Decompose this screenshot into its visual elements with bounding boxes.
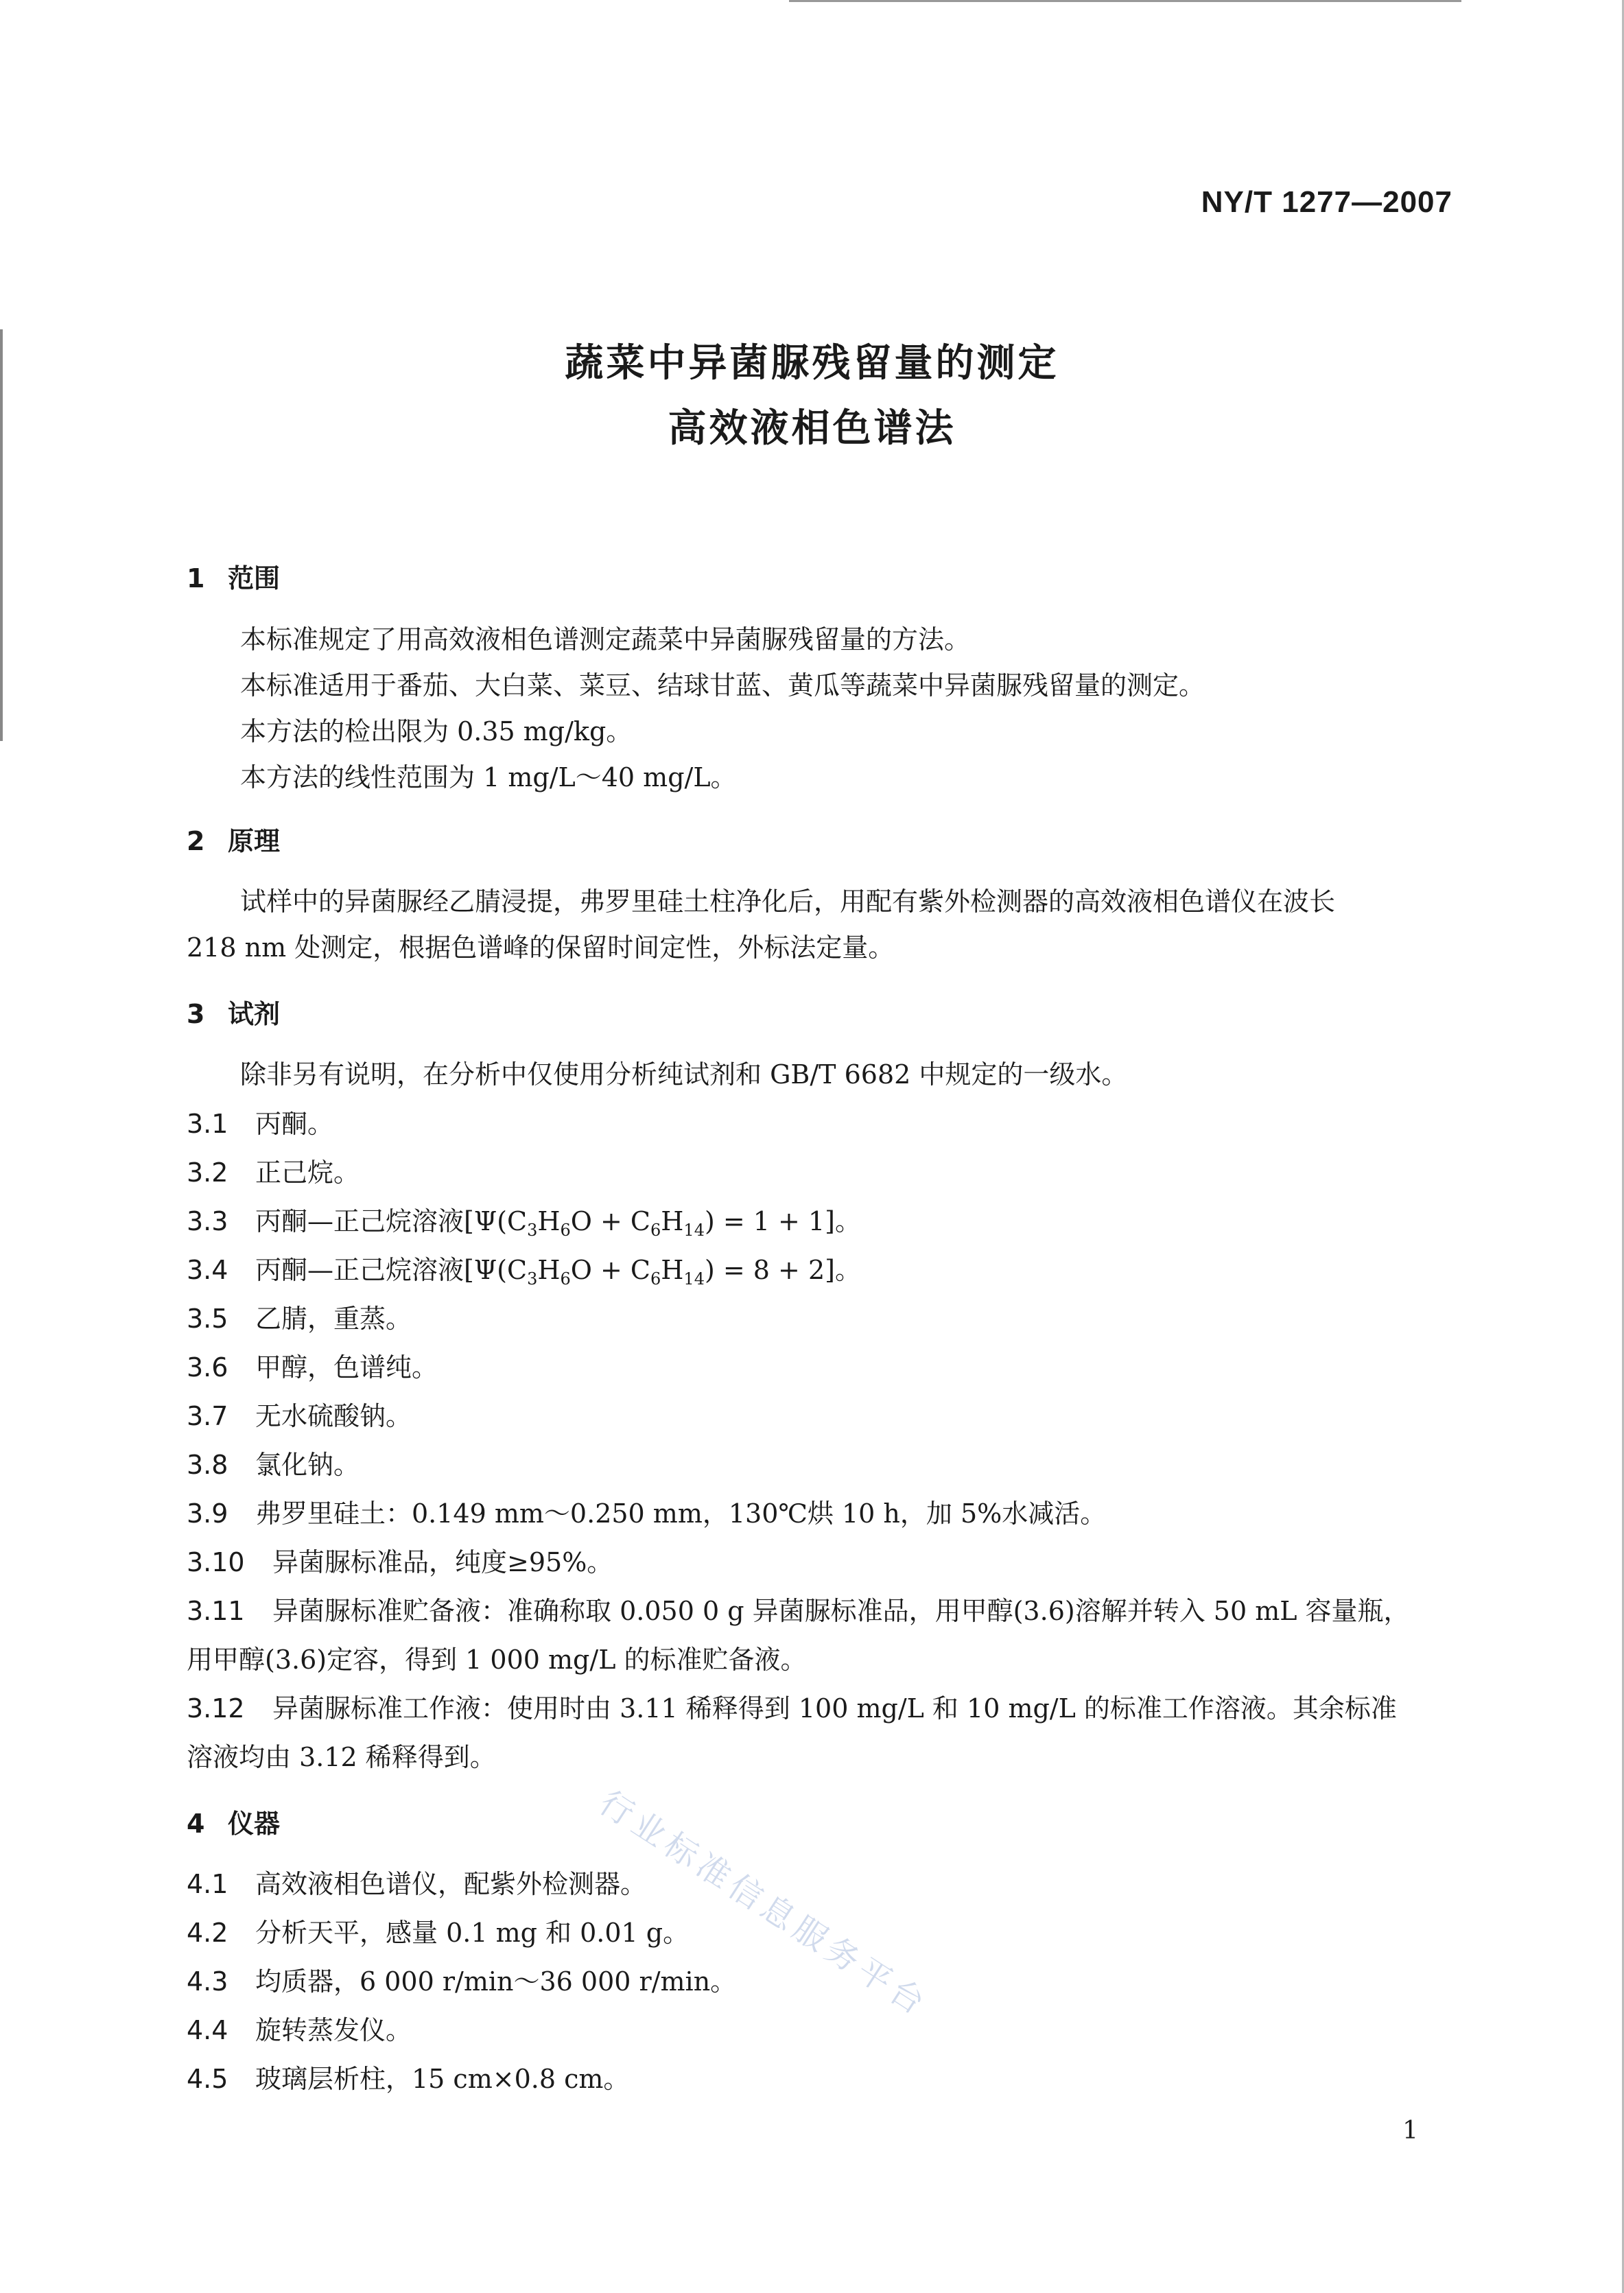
section-1-para-1: 本标准规定了用高效液相色谱测定蔬菜中异菌脲残留量的方法。 bbox=[240, 624, 971, 655]
standard-number: NY/T 1277—2007 bbox=[1201, 185, 1452, 219]
section-4-heading: 4 仪器 bbox=[187, 1809, 281, 1839]
document-title: 蔬菜中异菌脲残留量的测定 bbox=[565, 341, 1059, 386]
instrument-item: 4.2 分析天平，感量 0.1 mg 和 0.01 g。 bbox=[187, 1918, 690, 1948]
page-number: 1 bbox=[1402, 2117, 1418, 2145]
reagent-item: 3.1 丙酮。 bbox=[187, 1109, 334, 1139]
instrument-item: 4.4 旋转蒸发仪。 bbox=[187, 2015, 412, 2045]
instrument-item: 4.5 玻璃层析柱，15 cm×0.8 cm。 bbox=[187, 2064, 630, 2094]
section-2-heading: 2 原理 bbox=[187, 826, 281, 856]
watermark: 行业标准信息服务平台 bbox=[592, 1783, 936, 2025]
scan-edge-top bbox=[789, 0, 1461, 2]
section-1-para-4: 本方法的线性范围为 1 mg/L～40 mg/L。 bbox=[240, 762, 737, 792]
reagent-item: 3.7 无水硫酸钠。 bbox=[187, 1401, 412, 1431]
reagent-item: 3.5 乙腈，重蒸。 bbox=[187, 1304, 412, 1334]
section-3-heading: 3 试剂 bbox=[187, 999, 281, 1029]
reagent-item: 3.9 弗罗里硅土：0.149 mm～0.250 mm，130℃烘 10 h，加 5%水减活。 bbox=[187, 1498, 1107, 1529]
reagent-item: 3.12 异菌脲标准工作液：使用时由 3.11 稀释得到 100 mg/L 和 10 mg/L 的标准工作溶液。其余标准 bbox=[187, 1693, 1397, 1724]
section-1-heading: 1 范围 bbox=[187, 563, 281, 593]
section-1-para-2: 本标准适用于番茄、大白菜、菜豆、结球甘蓝、黄瓜等蔬菜中异菌脲残留量的测定。 bbox=[240, 670, 1205, 701]
reagent-item: 3.4 丙酮—正己烷溶液$[\Psi(C_3H_6O + C_6H_{14}) = 8 + 2]$。 bbox=[187, 1255, 861, 1289]
document-subtitle: 高效液相色谱法 bbox=[668, 406, 956, 451]
scan-edge-left bbox=[0, 329, 3, 741]
reagent-item: 3.11 异菌脲标准贮备液：准确称取 0.050 0 g 异菌脲标准品，用甲醇(3.6)溶解并转入 50 mL 容量瓶， bbox=[187, 1596, 1410, 1626]
reagent-item: 3.10 异菌脲标准品，纯度≥95%。 bbox=[187, 1547, 613, 1577]
reagent-item-cont: 溶液均由 3.12 稀释得到。 bbox=[187, 1742, 496, 1772]
instrument-item: 4.1 高效液相色谱仪，配紫外检测器。 bbox=[187, 1869, 647, 1899]
section-2-line-1: 试样中的异菌脲经乙腈浸提，弗罗里硅土柱净化后，用配有紫外检测器的高效液相色谱仪在波长 bbox=[240, 886, 1336, 917]
reagent-item: 3.6 甲醇，色谱纯。 bbox=[187, 1352, 438, 1383]
instrument-item: 4.3 均质器，6 000 r/min～36 000 r/min。 bbox=[187, 1966, 737, 1997]
section-3-intro: 除非另有说明，在分析中仅使用分析纯试剂和 GB/T 6682 中规定的一级水。 bbox=[240, 1059, 1128, 1090]
reagent-item-cont: 用甲醇(3.6)定容，得到 1 000 mg/L 的标准贮备液。 bbox=[187, 1645, 807, 1675]
reagent-item: 3.2 正己烷。 bbox=[187, 1157, 360, 1188]
reagent-item: 3.3 丙酮—正己烷溶液$[\Psi(C_3H_6O + C_6H_{14}) = 1 + 1]$。 bbox=[187, 1206, 861, 1240]
section-1-para-3: 本方法的检出限为 0.35 mg/kg。 bbox=[240, 716, 633, 746]
reagent-item: 3.8 氯化钠。 bbox=[187, 1450, 360, 1480]
section-2-line-2: 218 nm 处测定，根据色谱峰的保留时间定性，外标法定量。 bbox=[187, 932, 895, 963]
